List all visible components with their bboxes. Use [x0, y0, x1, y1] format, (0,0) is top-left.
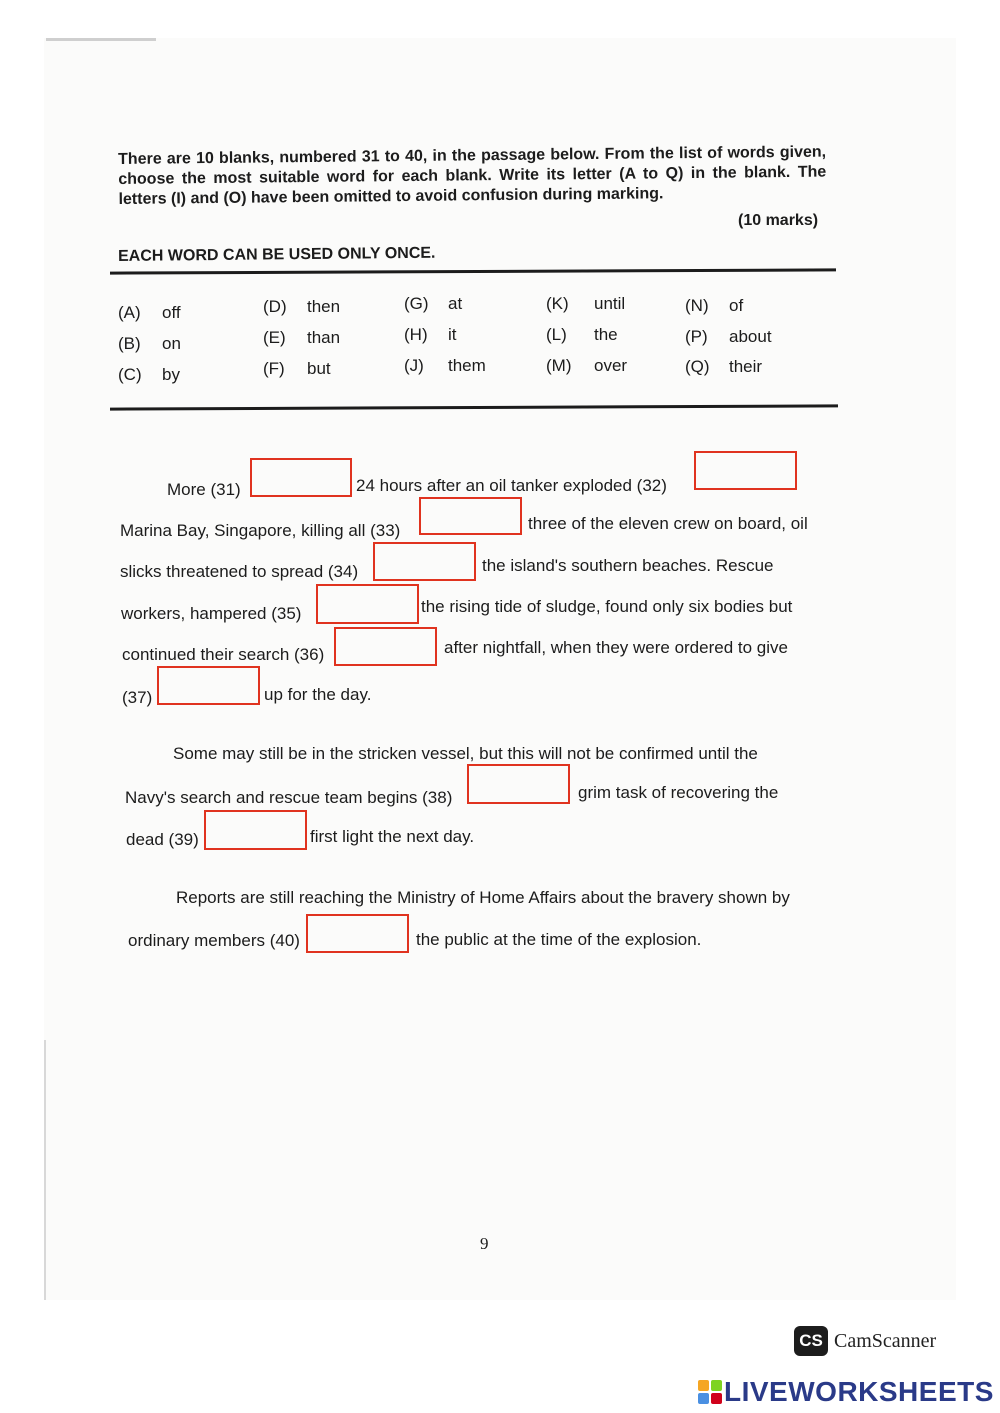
- word-option: (E) than: [263, 328, 341, 347]
- passage-text: the public at the time of the explosion.: [416, 930, 702, 949]
- word-option: (N) of: [685, 296, 744, 315]
- passage-text: after nightfall, when they were ordered to give: [444, 638, 788, 657]
- passage-text: first light the next day.: [310, 827, 475, 846]
- word-option: (D) then: [263, 297, 341, 316]
- passage-text: dead (39): [126, 830, 199, 849]
- passage-text: up for the day.: [264, 685, 372, 704]
- passage-text: grim task of recovering the: [578, 783, 779, 802]
- word-option: (K) until: [546, 294, 626, 313]
- camscanner-watermark: CamScanner: [834, 1330, 937, 1352]
- passage-text: continued their search (36): [122, 645, 325, 664]
- answer-blank-34[interactable]: [373, 542, 476, 581]
- rule-heading: EACH WORD CAN BE USED ONLY ONCE.: [118, 244, 436, 265]
- scan-artifact: [44, 1040, 46, 1300]
- answer-blank-33[interactable]: [419, 497, 522, 535]
- word-option: (M) over: [546, 356, 628, 375]
- passage-text: 24 hours after an oil tanker exploded (32): [356, 476, 667, 495]
- word-option: (L) the: [546, 325, 618, 344]
- passage-text: the rising tide of sludge, found only six bodies but: [421, 597, 793, 616]
- answer-blank-39[interactable]: [204, 810, 307, 850]
- passage-text: (37): [122, 688, 153, 707]
- camscanner-logo-icon: CS: [794, 1326, 828, 1356]
- marks-label: (10 marks): [738, 212, 819, 229]
- page-number: 9: [480, 1234, 489, 1253]
- word-option: (Q) their: [685, 357, 763, 376]
- passage-text: the island's southern beaches. Rescue: [482, 556, 774, 575]
- word-option: (J) them: [404, 356, 486, 375]
- passage-text: Marina Bay, Singapore, killing all (33): [120, 521, 401, 540]
- passage-text: Some may still be in the stricken vessel, but this will not be confirmed until the: [173, 744, 758, 763]
- passage-text: Reports are still reaching the Ministry of Home Affairs about the bravery shown by: [176, 888, 790, 907]
- word-option: (C) by: [118, 365, 180, 384]
- word-option: (F) but: [263, 359, 331, 378]
- answer-blank-40[interactable]: [306, 914, 409, 953]
- word-option: (H) it: [404, 325, 457, 344]
- passage-text: workers, hampered (35): [121, 604, 302, 623]
- passage-text: slicks threatened to spread (34): [120, 562, 359, 581]
- word-option: (G) at: [404, 294, 463, 313]
- scan-artifact: [46, 38, 156, 41]
- answer-blank-36[interactable]: [334, 627, 437, 666]
- instructions-text: There are 10 blanks, numbered 31 to 40, in the passage below. From the list of words given, choose the most suitable word for each blank. Write its letter (A to Q) in the blank. The letters (I) and (O) have been omitted to avoid confusion during marking.: [118, 143, 827, 208]
- passage-text: More (31): [167, 480, 241, 499]
- passage-text: Navy's search and rescue team begins (38): [125, 788, 453, 807]
- answer-blank-37[interactable]: [157, 666, 260, 705]
- answer-blank-31[interactable]: [250, 458, 352, 497]
- passage-text: ordinary members (40): [128, 931, 300, 950]
- answer-blank-38[interactable]: [467, 764, 570, 804]
- answer-blank-32[interactable]: [694, 451, 797, 490]
- passage-text: three of the eleven crew on board, oil: [528, 514, 808, 533]
- liveworksheets-watermark: LIVEWORKSHEETS: [724, 1376, 994, 1407]
- liveworksheets-logo-icon: [698, 1380, 722, 1404]
- word-option: (A) off: [118, 303, 181, 322]
- answer-blank-35[interactable]: [316, 584, 419, 624]
- word-option: (B) on: [118, 334, 181, 353]
- word-option: (P) about: [685, 327, 772, 346]
